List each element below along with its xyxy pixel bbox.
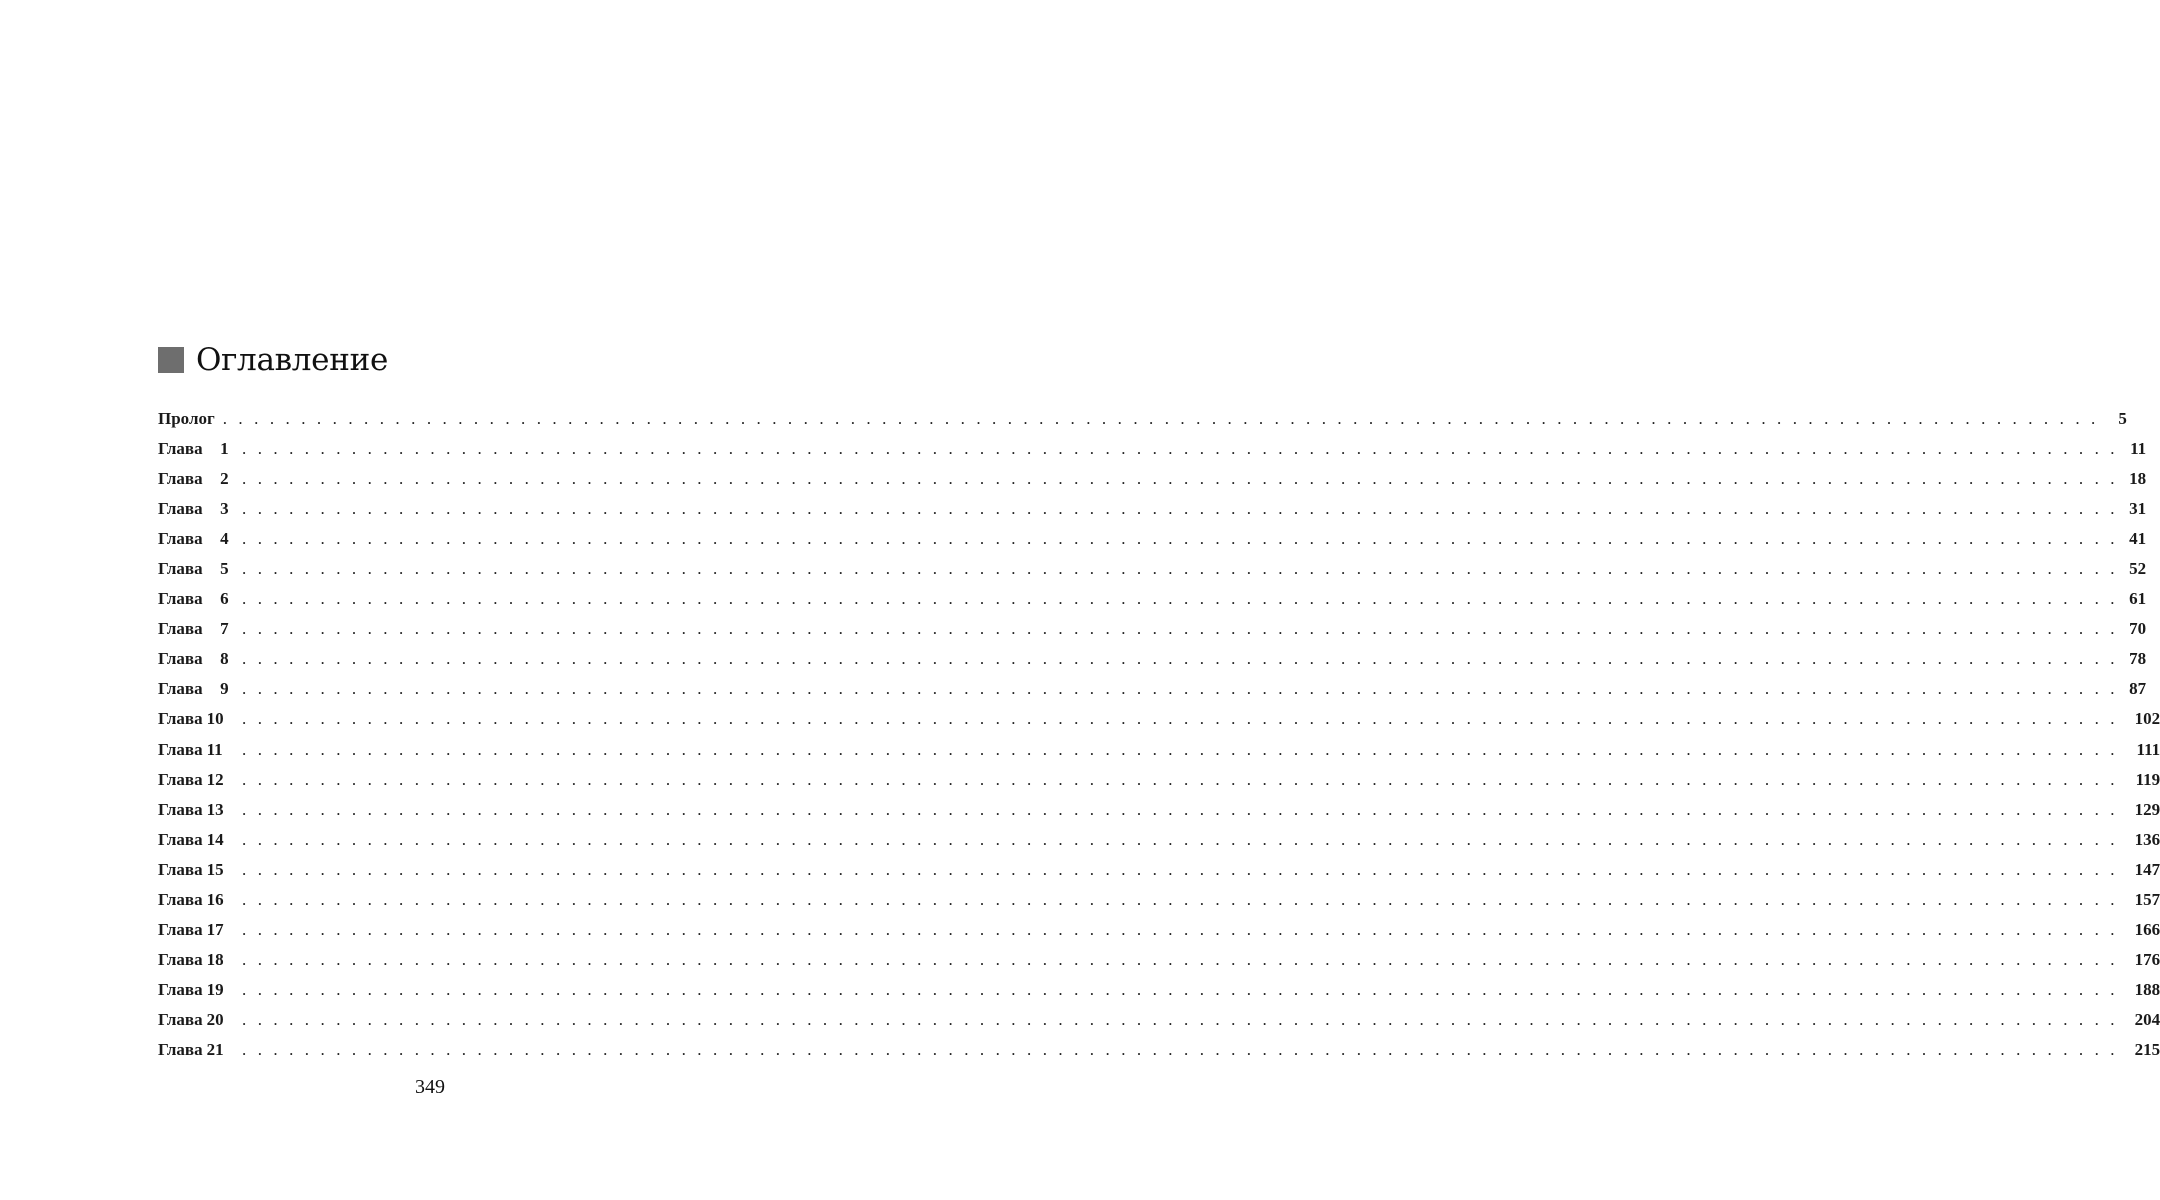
toc-entry[interactable] [158, 614, 2147, 644]
toc-entry-word: Глава [158, 949, 203, 969]
toc-dot-leader: . . . . . . . . . . . . . . . . . . . . . . . . . . . . . . . . . . . . . . . . . . . . . . . . . . . . . . . . . . . . . . . . . . . . . . . . . . . . . . . . . . . . . . . . . . . . . . . . . . . . . . . . . . . . . . . . . . . . . . . . [242, 769, 2119, 789]
toc-dot-leader: . . . . . . . . . . . . . . . . . . . . . . . . . . . . . . . . . . . . . . . . . . . . . . . . . . . . . . . . . . . . . . . . . . . . . . . . . . . . . . . . . . . . . . . . . . . . . . . . . . . . . . . . . . . . . . . . . . . . . . . . [242, 679, 2119, 699]
toc-dot-leader: . . . . . . . . . . . . . . . . . . . . . . . . . . . . . . . . . . . . . . . . . . . . . . . . . . . . . . . . . . . . . . . . . . . . . . . . . . . . . . . . . . . . . . . . . . . . . . . . . . . . . . . . . . . . . . . . . . . . . . . . [242, 859, 2119, 879]
toc-entry-label [158, 1005, 240, 1035]
toc-entry-page-number: 111 [2136, 739, 2160, 759]
toc-entry[interactable] [158, 765, 2160, 795]
toc-entry-word: Глава [158, 679, 203, 699]
toc-entry[interactable] [158, 644, 2147, 674]
toc-entry[interactable] [158, 434, 2147, 464]
toc-entry-page-number: 78 [2129, 649, 2147, 669]
toc-entry[interactable] [158, 674, 2147, 704]
toc-entry-word: Глава [158, 589, 203, 609]
toc-entry-chapter-number: 13 [206, 799, 224, 819]
toc-entry[interactable] [158, 404, 2127, 434]
toc-entry-label [158, 674, 240, 704]
toc-entry-chapter-number: 3 [220, 499, 229, 519]
toc-entry-word: Глава [158, 619, 203, 639]
toc-entry-label [158, 825, 240, 855]
toc-entry-label [158, 434, 240, 464]
toc-entry-chapter-number: 21 [206, 1039, 224, 1059]
toc-entry[interactable] [158, 945, 2160, 975]
page-title: Оглавление [196, 341, 388, 378]
toc-heading [158, 338, 388, 382]
toc-entry-chapter-number: 18 [206, 949, 224, 969]
toc-entry[interactable] [158, 704, 2160, 734]
toc-entry-label [158, 885, 240, 915]
toc-entry-page-number: 70 [2129, 619, 2147, 639]
toc-entry-word: Глава [158, 889, 203, 909]
toc-entry-chapter-number: 19 [206, 979, 224, 999]
toc-entry[interactable] [158, 464, 2147, 494]
toc-entry-page-number: 215 [2134, 1039, 2160, 1059]
toc-entry-page-number: 136 [2134, 829, 2160, 849]
toc-entry-page-number: 166 [2134, 919, 2160, 939]
heading-square-marker [158, 347, 184, 373]
toc-entry[interactable] [158, 915, 2160, 945]
toc-entry[interactable] [158, 1035, 2160, 1065]
toc-entry-label [158, 614, 240, 644]
toc-entry-chapter-number: 11 [206, 739, 223, 759]
toc-entry-word: Пролог [158, 409, 215, 428]
toc-entry-word: Глава [158, 499, 203, 519]
toc-entry-label [158, 524, 240, 554]
toc-entry[interactable] [158, 494, 2147, 524]
toc-entry-word: Глава [158, 829, 203, 849]
toc-entry-word: Глава [158, 1009, 203, 1029]
toc-dot-leader: . . . . . . . . . . . . . . . . . . . . . . . . . . . . . . . . . . . . . . . . . . . . . . . . . . . . . . . . . . . . . . . . . . . . . . . . . . . . . . . . . . . . . . . . . . . . . . . . . . . . . . . . . . . . . . . . . . . . . . . . [242, 979, 2119, 999]
toc-entry-word: Глава [158, 529, 203, 549]
toc-entry-label [158, 644, 240, 674]
toc-entry-page-number: 176 [2134, 949, 2160, 969]
toc-entry[interactable] [158, 885, 2160, 915]
toc-entry-label [158, 494, 240, 524]
toc-entry-label [158, 584, 240, 614]
toc-entry-word: Глава [158, 559, 203, 579]
toc-entry-chapter-number: 16 [206, 889, 224, 909]
toc-entry-chapter-number: 20 [206, 1009, 224, 1029]
toc-entry-chapter-number: 5 [220, 559, 229, 579]
table-of-contents [158, 404, 2160, 1065]
toc-entry-word: Глава [158, 919, 203, 939]
toc-entry-word: Глава [158, 739, 203, 759]
toc-entry-label [158, 915, 240, 945]
toc-entry-page-number: 52 [2129, 559, 2147, 579]
toc-dot-leader: . . . . . . . . . . . . . . . . . . . . . . . . . . . . . . . . . . . . . . . . . . . . . . . . . . . . . . . . . . . . . . . . . . . . . . . . . . . . . . . . . . . . . . . . . . . . . . . . . . . . . . . . . . . . . . . . . . . . . . . . [242, 1009, 2119, 1029]
toc-entry-label [158, 855, 240, 885]
toc-entry-word: Глава [158, 469, 203, 489]
toc-entry[interactable] [158, 795, 2160, 825]
toc-entry[interactable] [158, 1005, 2160, 1035]
toc-entry-page-number: 188 [2134, 979, 2160, 999]
toc-entry-word: Глава [158, 709, 203, 729]
toc-entry-page-number: 157 [2134, 889, 2160, 909]
toc-entry-page-number: 204 [2134, 1009, 2160, 1029]
toc-entry[interactable] [158, 855, 2160, 885]
toc-dot-leader: . . . . . . . . . . . . . . . . . . . . . . . . . . . . . . . . . . . . . . . . . . . . . . . . . . . . . . . . . . . . . . . . . . . . . . . . . . . . . . . . . . . . . . . . . . . . . . . . . . . . . . . . . . . . . . . . . . . . . . . . [242, 949, 2119, 969]
toc-entry-label [158, 404, 215, 434]
toc-dot-leader: . . . . . . . . . . . . . . . . . . . . . . . . . . . . . . . . . . . . . . . . . . . . . . . . . . . . . . . . . . . . . . . . . . . . . . . . . . . . . . . . . . . . . . . . . . . . . . . . . . . . . . . . . . . . . . . . . . . . . . . . [242, 1039, 2119, 1059]
toc-dot-leader: . . . . . . . . . . . . . . . . . . . . . . . . . . . . . . . . . . . . . . . . . . . . . . . . . . . . . . . . . . . . . . . . . . . . . . . . . . . . . . . . . . . . . . . . . . . . . . . . . . . . . . . . . . . . . . . . . . . . . . . . [242, 829, 2119, 849]
toc-entry-chapter-number: 14 [206, 829, 224, 849]
toc-dot-leader: . . . . . . . . . . . . . . . . . . . . . . . . . . . . . . . . . . . . . . . . . . . . . . . . . . . . . . . . . . . . . . . . . . . . . . . . . . . . . . . . . . . . . . . . . . . . . . . . . . . . . . . . . . . . . . . . . . . . . . . . [242, 499, 2119, 519]
toc-dot-leader: . . . . . . . . . . . . . . . . . . . . . . . . . . . . . . . . . . . . . . . . . . . . . . . . . . . . . . . . . . . . . . . . . . . . . . . . . . . . . . . . . . . . . . . . . . . . . . . . . . . . . . . . . . . . . . . . . . . . . . . . [242, 739, 2119, 759]
toc-entry-label [158, 1035, 240, 1065]
toc-dot-leader: . . . . . . . . . . . . . . . . . . . . . . . . . . . . . . . . . . . . . . . . . . . . . . . . . . . . . . . . . . . . . . . . . . . . . . . . . . . . . . . . . . . . . . . . . . . . . . . . . . . . . . . . . . . . . . . . . . . . . . . . [242, 529, 2119, 549]
toc-entry-word: Глава [158, 769, 203, 789]
toc-entry-label [158, 975, 240, 1005]
toc-entry-page-number: 102 [2134, 709, 2160, 729]
toc-dot-leader: . . . . . . . . . . . . . . . . . . . . . . . . . . . . . . . . . . . . . . . . . . . . . . . . . . . . . . . . . . . . . . . . . . . . . . . . . . . . . . . . . . . . . . . . . . . . . . . . . . . . . . . . . . . . . . . . . . . . . . . . [242, 919, 2119, 939]
toc-entry-chapter-number: 12 [206, 769, 224, 789]
toc-entry-page-number: 119 [2135, 769, 2160, 789]
toc-dot-leader: . . . . . . . . . . . . . . . . . . . . . . . . . . . . . . . . . . . . . . . . . . . . . . . . . . . . . . . . . . . . . . . . . . . . . . . . . . . . . . . . . . . . . . . . . . . . . . . . . . . . . . . . . . . . . . . . . . . . . . . . [242, 649, 2119, 669]
toc-entry-chapter-number: 8 [220, 649, 229, 669]
toc-entry-chapter-number: 1 [220, 439, 229, 459]
toc-entry-chapter-number: 7 [220, 619, 229, 639]
toc-dot-leader: . . . . . . . . . . . . . . . . . . . . . . . . . . . . . . . . . . . . . . . . . . . . . . . . . . . . . . . . . . . . . . . . . . . . . . . . . . . . . . . . . . . . . . . . . . . . . . . . . . . . . . . . . . . . . . . . . . . . . . . . [242, 559, 2119, 579]
toc-dot-leader: . . . . . . . . . . . . . . . . . . . . . . . . . . . . . . . . . . . . . . . . . . . . . . . . . . . . . . . . . . . . . . . . . . . . . . . . . . . . . . . . . . . . . . . . . . . . . . . . . . . . . . . . . . . . . . . . . . . . . . . . [242, 619, 2119, 639]
toc-entry-chapter-number: 9 [220, 679, 229, 699]
toc-entry-chapter-number: 17 [206, 919, 224, 939]
toc-entry[interactable] [158, 524, 2147, 554]
toc-entry[interactable] [158, 554, 2147, 584]
toc-entry-page-number: 87 [2129, 679, 2147, 699]
toc-entry-word: Глава [158, 859, 203, 879]
toc-entry-label [158, 554, 240, 584]
toc-dot-leader: . . . . . . . . . . . . . . . . . . . . . . . . . . . . . . . . . . . . . . . . . . . . . . . . . . . . . . . . . . . . . . . . . . . . . . . . . . . . . . . . . . . . . . . . . . . . . . . . . . . . . . . . . . . . . . . . . . . . . . . . [242, 439, 2119, 459]
toc-entry-page-number: 41 [2129, 529, 2147, 549]
toc-entry-label [158, 945, 240, 975]
toc-entry-label [158, 795, 240, 825]
toc-entry-word: Глава [158, 439, 203, 459]
toc-entry-chapter-number: 4 [220, 529, 229, 549]
toc-entry-chapter-number: 15 [206, 859, 224, 879]
toc-dot-leader: . . . . . . . . . . . . . . . . . . . . . . . . . . . . . . . . . . . . . . . . . . . . . . . . . . . . . . . . . . . . . . . . . . . . . . . . . . . . . . . . . . . . . . . . . . . . . . . . . . . . . . . . . . . . . . . . . . . . . . . . [242, 589, 2119, 609]
toc-entry-page-number: 31 [2129, 499, 2147, 519]
toc-dot-leader: . . . . . . . . . . . . . . . . . . . . . . . . . . . . . . . . . . . . . . . . . . . . . . . . . . . . . . . . . . . . . . . . . . . . . . . . . . . . . . . . . . . . . . . . . . . . . . . . . . . . . . . . . . . . . . . . . . . . . . . . [222, 409, 2099, 428]
toc-entry[interactable] [158, 735, 2160, 765]
toc-dot-leader: . . . . . . . . . . . . . . . . . . . . . . . . . . . . . . . . . . . . . . . . . . . . . . . . . . . . . . . . . . . . . . . . . . . . . . . . . . . . . . . . . . . . . . . . . . . . . . . . . . . . . . . . . . . . . . . . . . . . . . . . [242, 469, 2119, 489]
toc-entry-page-number: 129 [2134, 799, 2160, 819]
toc-dot-leader: . . . . . . . . . . . . . . . . . . . . . . . . . . . . . . . . . . . . . . . . . . . . . . . . . . . . . . . . . . . . . . . . . . . . . . . . . . . . . . . . . . . . . . . . . . . . . . . . . . . . . . . . . . . . . . . . . . . . . . . . [242, 799, 2119, 819]
toc-entry-chapter-number: 10 [206, 709, 224, 729]
toc-entry-page-number: 147 [2134, 859, 2160, 879]
toc-entry-word: Глава [158, 979, 203, 999]
page-number: 349 [415, 1076, 445, 1098]
toc-entry-label [158, 765, 240, 795]
toc-entry-page-number: 5 [2118, 409, 2127, 428]
toc-entry-label [158, 704, 240, 734]
toc-entry-word: Глава [158, 799, 203, 819]
toc-dot-leader: . . . . . . . . . . . . . . . . . . . . . . . . . . . . . . . . . . . . . . . . . . . . . . . . . . . . . . . . . . . . . . . . . . . . . . . . . . . . . . . . . . . . . . . . . . . . . . . . . . . . . . . . . . . . . . . . . . . . . . . . [242, 709, 2119, 729]
toc-entry-chapter-number: 2 [220, 469, 229, 489]
toc-entry-page-number: 18 [2129, 469, 2147, 489]
toc-entry[interactable] [158, 825, 2160, 855]
toc-entry-page-number: 11 [2130, 439, 2147, 459]
toc-dot-leader: . . . . . . . . . . . . . . . . . . . . . . . . . . . . . . . . . . . . . . . . . . . . . . . . . . . . . . . . . . . . . . . . . . . . . . . . . . . . . . . . . . . . . . . . . . . . . . . . . . . . . . . . . . . . . . . . . . . . . . . . [242, 889, 2119, 909]
toc-entry[interactable] [158, 975, 2160, 1005]
toc-entry-label [158, 464, 240, 494]
toc-entry-label [158, 735, 240, 765]
toc-entry-page-number: 61 [2129, 589, 2147, 609]
toc-entry[interactable] [158, 584, 2147, 614]
toc-entry-word: Глава [158, 1039, 203, 1059]
toc-entry-chapter-number: 6 [220, 589, 229, 609]
toc-entry-word: Глава [158, 649, 203, 669]
